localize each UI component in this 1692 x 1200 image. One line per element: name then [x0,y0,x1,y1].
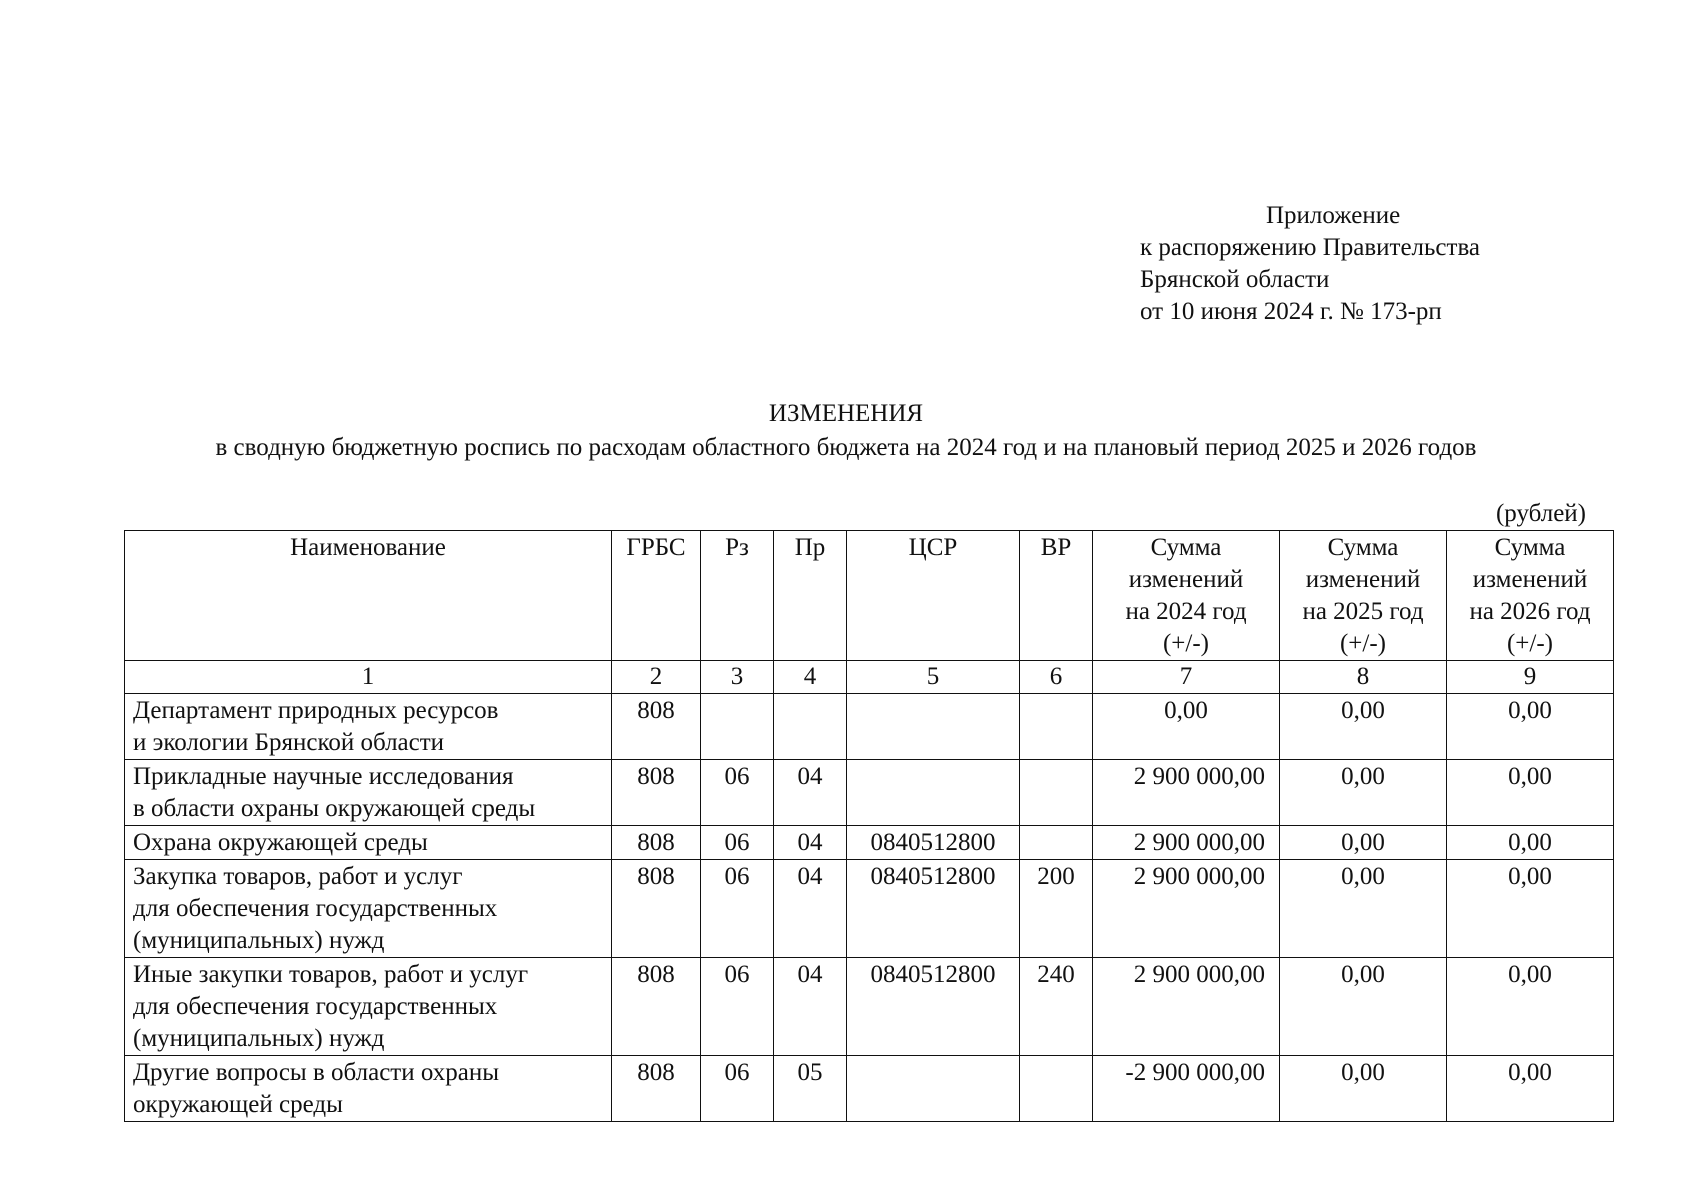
table-row [125,860,1614,958]
cell-sum-2026: 0,00 [1447,860,1614,958]
header-sum-2026 [1447,531,1614,661]
cell-sum-2025: 0,00 [1280,1056,1447,1122]
table-row [125,760,1614,826]
appendix-line-region: Брянской области [1140,266,1330,293]
cell-pr: 04 [774,826,847,860]
header-sum-2024 [1093,531,1280,661]
cell-sum-2024: 2 900 000,00 [1093,826,1280,860]
cell-name-line: и экологии Брянской области [133,729,445,756]
column-number: 7 [1093,661,1280,694]
cell-sum-2026: 0,00 [1447,1056,1614,1122]
header-vr: ВР [1020,531,1093,661]
header-name: Наименование [125,531,612,661]
header-sum-2025 [1280,531,1447,661]
table-row [125,694,1614,760]
appendix-line-date-number: от 10 июня 2024 г. № 173-рп [1140,298,1442,325]
cell-sum-2025: 0,00 [1280,958,1447,1056]
header-sum-2024-line: Сумма [1150,534,1222,561]
cell-rz [701,694,774,760]
header-grbs: ГРБС [612,531,701,661]
cell-sum-2026: 0,00 [1447,760,1614,826]
cell-grbs: 808 [612,958,701,1056]
header-sum-2025-line: изменений [1305,566,1421,593]
cell-csr: 0840512800 [847,958,1020,1056]
cell-vr [1020,826,1093,860]
cell-grbs: 808 [612,694,701,760]
budget-changes-table [124,530,1614,1122]
cell-name-line: Прикладные научные исследования [133,763,514,790]
document-subtitle: в сводную бюджетную роспись по расходам областного бюджета на 2024 год и на плановый период 2025 и 2026 годов [215,434,1477,461]
cell-sum-2024: 2 900 000,00 [1093,760,1280,826]
cell-name [125,694,612,760]
cell-grbs: 808 [612,860,701,958]
cell-rz: 06 [701,1056,774,1122]
cell-csr [847,760,1020,826]
document-title: ИЗМЕНЕНИЯ [768,400,924,427]
cell-name [125,1056,612,1122]
header-sum-2024-line: изменений [1128,566,1244,593]
column-numbers-row [125,661,1614,694]
cell-pr [774,694,847,760]
header-sum-2024-line: на 2024 год [1125,598,1247,625]
cell-grbs: 808 [612,760,701,826]
appendix-line-decree: к распоряжению Правительства [1140,234,1481,261]
cell-rz: 06 [701,860,774,958]
cell-csr: 0840512800 [847,860,1020,958]
column-number: 1 [125,661,612,694]
header-sum-2026-line: на 2026 год [1469,598,1591,625]
header-sum-2024-line: (+/-) [1162,630,1210,657]
cell-csr [847,694,1020,760]
cell-pr: 05 [774,1056,847,1122]
cell-vr [1020,1056,1093,1122]
cell-pr: 04 [774,760,847,826]
cell-sum-2026: 0,00 [1447,826,1614,860]
column-number: 4 [774,661,847,694]
column-number: 9 [1447,661,1614,694]
cell-name-line: Департамент природных ресурсов [133,697,499,724]
header-sum-2026-line: Сумма [1494,534,1566,561]
cell-rz: 06 [701,760,774,826]
cell-name-line: для обеспечения государственных [133,993,498,1020]
cell-rz: 06 [701,826,774,860]
header-sum-2025-line: Сумма [1327,534,1399,561]
cell-grbs: 808 [612,1056,701,1122]
appendix-block [1140,200,1480,328]
cell-sum-2026: 0,00 [1447,694,1614,760]
cell-vr: 240 [1020,958,1093,1056]
cell-name [125,958,612,1056]
cell-name [125,760,612,826]
column-number: 6 [1020,661,1093,694]
cell-name-line: Иные закупки товаров, работ и услуг [133,961,529,988]
header-csr: ЦСР [847,531,1020,661]
cell-vr: 200 [1020,860,1093,958]
units-label: (рублей) [1495,500,1586,527]
cell-grbs: 808 [612,826,701,860]
table-header-row [125,531,1614,661]
cell-name [125,860,612,958]
header-sum-2026-line: (+/-) [1506,630,1554,657]
header-sum-2025-line: (+/-) [1339,630,1387,657]
cell-vr [1020,760,1093,826]
table-row [125,958,1614,1056]
cell-sum-2026: 0,00 [1447,958,1614,1056]
column-number: 2 [612,661,701,694]
column-number: 3 [701,661,774,694]
cell-name-line: (муниципальных) нужд [133,1025,385,1052]
cell-sum-2025: 0,00 [1280,860,1447,958]
cell-name-line: Охрана окружающей среды [133,829,428,856]
cell-name-line: для обеспечения государственных [133,895,498,922]
cell-sum-2024: 0,00 [1093,694,1280,760]
cell-name [125,826,612,860]
cell-name-line: окружающей среды [133,1091,343,1118]
table-row [125,826,1614,860]
appendix-title: Приложение [1266,202,1401,229]
cell-sum-2025: 0,00 [1280,694,1447,760]
cell-sum-2024: 2 900 000,00 [1093,958,1280,1056]
cell-name-line: Закупка товаров, работ и услуг [133,863,463,890]
cell-sum-2025: 0,00 [1280,826,1447,860]
cell-csr [847,1056,1020,1122]
cell-pr: 04 [774,958,847,1056]
cell-pr: 04 [774,860,847,958]
header-sum-2025-line: на 2025 год [1302,598,1424,625]
cell-vr [1020,694,1093,760]
cell-sum-2024: -2 900 000,00 [1093,1056,1280,1122]
cell-csr: 0840512800 [847,826,1020,860]
column-number: 8 [1280,661,1447,694]
column-number: 5 [847,661,1020,694]
header-rz: Рз [701,531,774,661]
header-sum-2026-line: изменений [1472,566,1588,593]
cell-name-line: Другие вопросы в области охраны [133,1059,500,1086]
table-row [125,1056,1614,1122]
cell-name-line: (муниципальных) нужд [133,927,385,954]
cell-rz: 06 [701,958,774,1056]
cell-sum-2025: 0,00 [1280,760,1447,826]
cell-sum-2024: 2 900 000,00 [1093,860,1280,958]
header-pr: Пр [774,531,847,661]
cell-name-line: в области охраны окружающей среды [133,795,536,822]
